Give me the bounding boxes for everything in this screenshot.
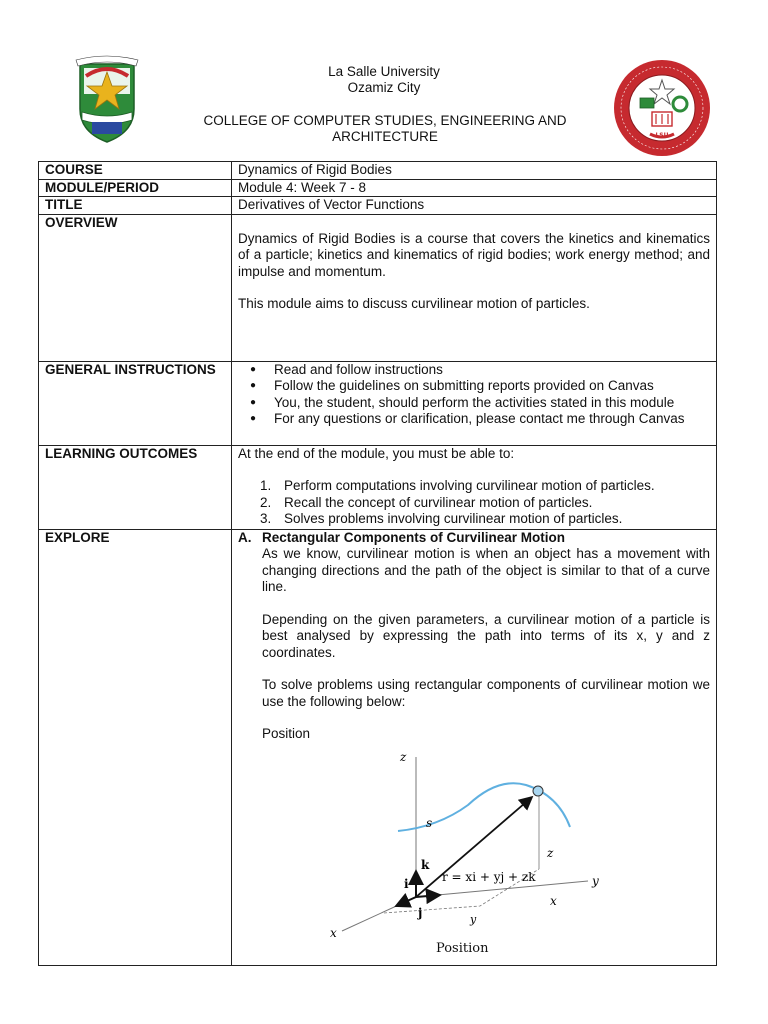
outcome-number: 1. — [260, 478, 272, 493]
section-letter: A. — [238, 529, 252, 545]
learning-outcomes-row — [39, 445, 717, 529]
outcome-text: Recall the concept of curvilinear motion of particles. — [284, 494, 593, 510]
unit-vector-i — [396, 897, 416, 906]
title-label: TITLE — [39, 197, 232, 215]
path-label: s — [426, 815, 433, 830]
university-city: Ozamiz City — [347, 80, 421, 95]
overview-row — [39, 214, 717, 361]
overview-paragraph-1: Dynamics of Rigid Bodies is a course that covers the kinetics and kinematics of a particle; kinetics and kinematics of rigid bodies; work energy method; and impulse and momentum. — [238, 230, 710, 279]
position-diagram — [318, 745, 618, 945]
explore-paragraph-1: As we know, curvilinear motion is when an object has a movement with changing directions and the path of the object is similar to that of a curve line. — [262, 546, 710, 594]
ccsea-seal-icon — [612, 58, 712, 158]
explore-paragraph-3: To solve problems using rectangular components of curvilinear motion we use the following below: — [262, 677, 710, 709]
j-label: j — [418, 905, 423, 920]
outcome-item — [260, 511, 710, 528]
outcome-number: 2. — [260, 494, 272, 510]
figure-caption: Position — [436, 940, 489, 956]
course-value: Dynamics of Rigid Bodies — [232, 162, 717, 180]
y-length-label: y — [470, 912, 477, 926]
r-equation-label: r = xi + yj + zk — [442, 869, 536, 884]
title-value: Derivatives of Vector Functions — [232, 197, 717, 215]
curvilinear-path — [398, 783, 570, 831]
university-name: La Salle University — [328, 64, 440, 79]
instruction-item: ● Read and follow instructions — [274, 362, 710, 379]
particle-point — [533, 786, 543, 796]
document-header — [0, 0, 768, 160]
module-info-table — [38, 161, 717, 966]
x-length-label: x — [550, 893, 557, 908]
college-name: COLLEGE OF COMPUTER STUDIES, ENGINEERING AND ARCHITECTURE — [203, 113, 567, 144]
module-value: Module 4: Week 7 - 8 — [232, 179, 717, 197]
learning-outcomes-intro: At the end of the module, you must be able to: — [238, 445, 515, 461]
section-title: Rectangular Components of Curvilinear Motion — [262, 529, 566, 545]
course-row — [39, 162, 717, 180]
module-row — [39, 179, 717, 197]
learning-outcomes-content — [232, 445, 717, 529]
explore-paragraph-2: Depending on the given parameters, a curvilinear motion of a particle is best analysed by expressing the path into terms of its x, y and z coordinates. — [262, 611, 710, 660]
svg-text:LSU: LSU — [655, 132, 669, 139]
position-figure — [318, 745, 618, 965]
instruction-item: ● Follow the guidelines on submitting reports provided on Canvas — [274, 378, 710, 395]
course-label: COURSE — [39, 162, 232, 180]
overview-paragraph-2: This module aims to discuss curvilinear motion of particles. — [238, 296, 590, 311]
outcome-item — [260, 494, 710, 512]
outcomes-list — [238, 478, 710, 528]
i-label: i — [404, 876, 409, 891]
title-row — [39, 197, 717, 215]
unit-vector-j — [416, 895, 440, 897]
instruction-item: ● You, the student, should perform the activities stated in this module — [274, 395, 710, 412]
outcome-text: Perform computations involving curvilinear motion of particles. — [284, 478, 655, 493]
module-label: MODULE/PERIOD — [39, 179, 232, 197]
outcome-number: 3. — [260, 511, 272, 526]
x-axis-label: x — [330, 925, 337, 940]
section-heading — [238, 530, 710, 547]
k-label: k — [421, 857, 430, 872]
outcome-text: Solves problems involving curvilinear motion of particles. — [284, 511, 623, 526]
general-instructions-content — [232, 361, 717, 445]
explore-content — [232, 529, 717, 965]
outcome-item — [260, 478, 710, 495]
general-instructions-row — [39, 361, 717, 445]
position-subheading: Position — [262, 726, 311, 741]
overview-label: OVERVIEW — [39, 214, 232, 361]
y-axis-label: y — [592, 873, 599, 888]
overview-content — [232, 214, 717, 361]
general-instructions-label: GENERAL INSTRUCTIONS — [39, 361, 232, 445]
z-axis-label: z — [400, 749, 407, 764]
explore-row — [39, 529, 717, 965]
explore-body — [238, 546, 710, 743]
z-length-label: z — [547, 845, 554, 860]
instruction-item: ● For any questions or clarification, please contact me through Canvas — [274, 411, 710, 428]
learning-outcomes-label: LEARNING OUTCOMES — [39, 445, 232, 529]
explore-label: EXPLORE — [39, 529, 232, 965]
instructions-list — [238, 362, 710, 428]
